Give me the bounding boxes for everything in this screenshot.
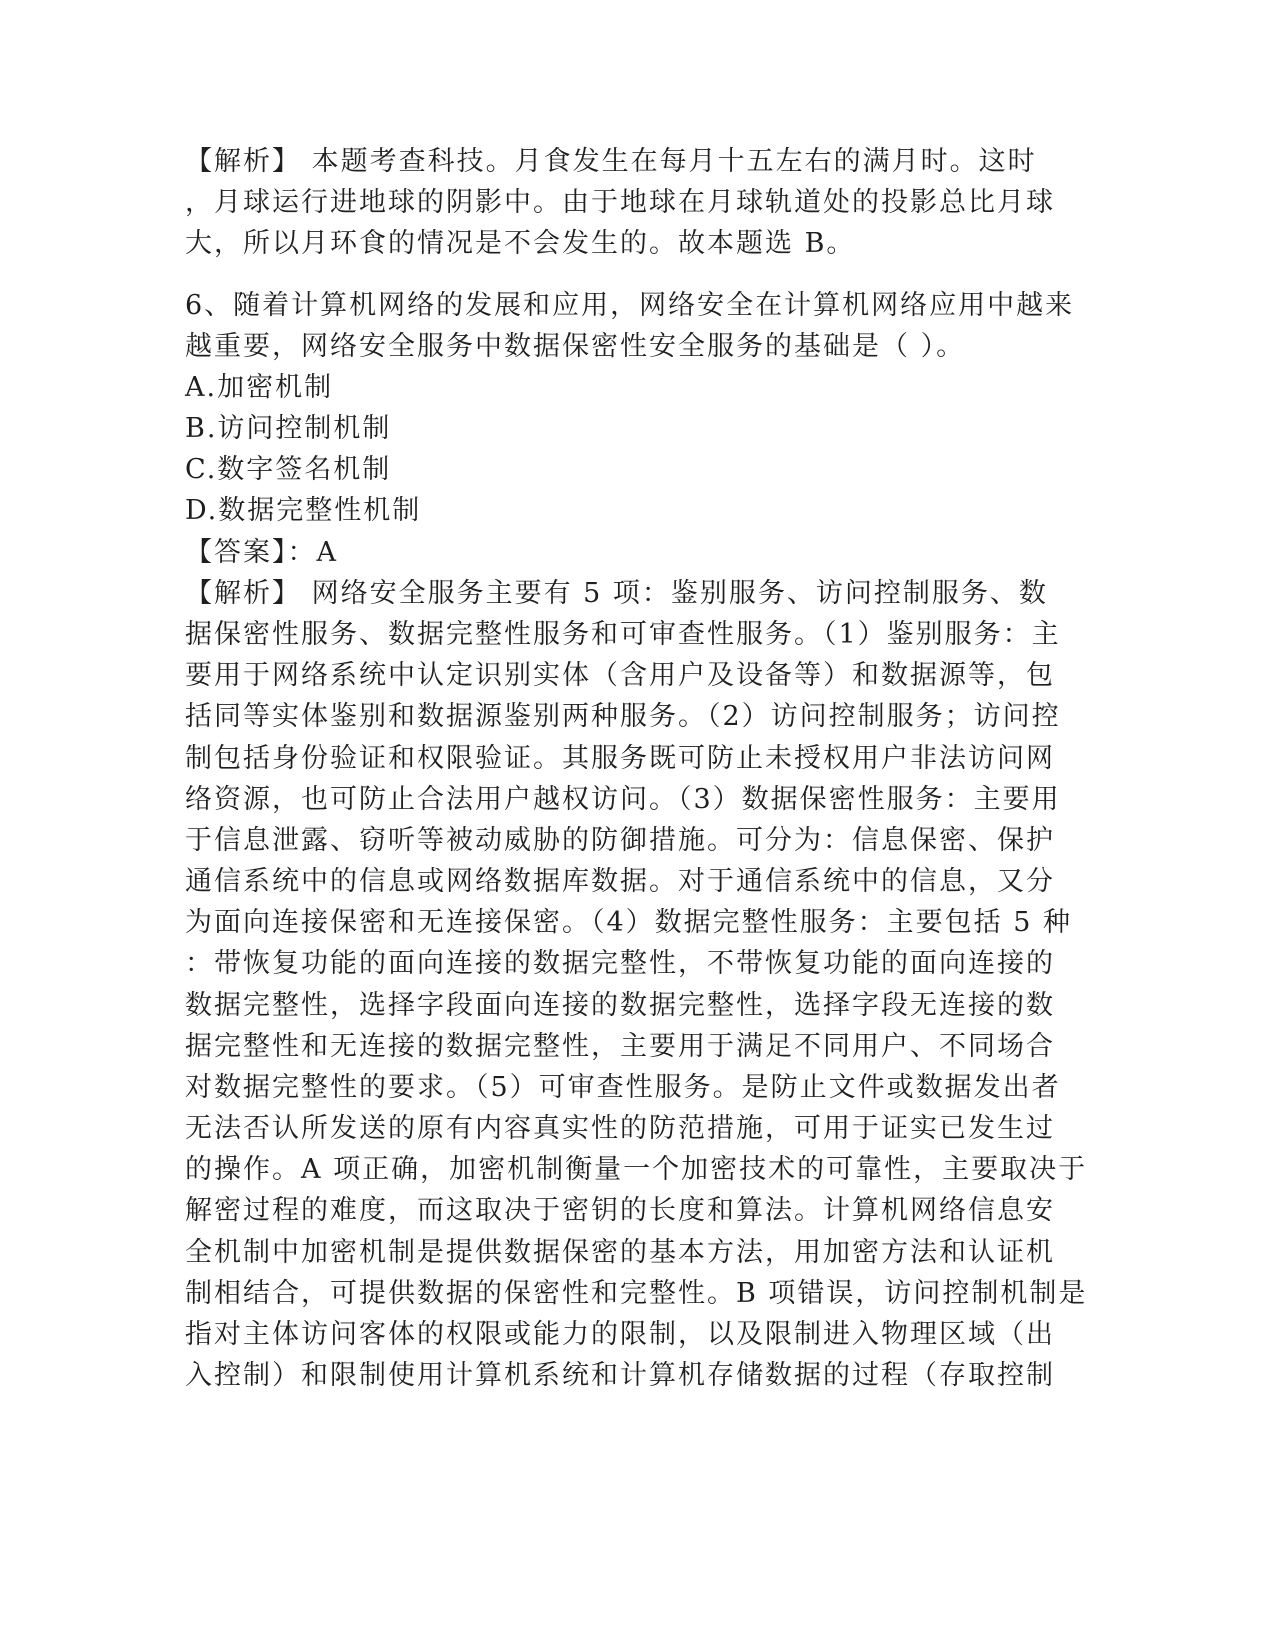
explanation-line-20: 入控制）和限制使用计算机系统和计算机存储数据的过程（存取控制: [185, 1360, 1055, 1391]
explanation-line-13: 对数据完整性的要求。（5）可审查性服务。是防止文件或数据发出者: [185, 1072, 1061, 1103]
explanation-line-5: 制包括身份验证和权限验证。其服务既可防止未授权用户非法访问网: [185, 743, 1055, 774]
option-b: B.访问控制机制: [185, 413, 392, 444]
prev-explanation-line-1: 【解析】 本题考查科技。月食发生在每月十五左右的满月时。这时: [185, 146, 1037, 177]
explanation-line-10: ：带恢复功能的面向连接的数据完整性，不带恢复功能的面向连接的: [185, 948, 1055, 979]
explanation-line-19: 指对主体访问客体的权限或能力的限制，以及限制进入物理区域（出: [185, 1319, 1055, 1350]
option-d: D.数据完整性机制: [185, 495, 422, 526]
explanation-line-6: 络资源，也可防止合法用户越权访问。（3）数据保密性服务：主要用: [185, 784, 1061, 815]
prev-explanation-line-3: 大，所以月环食的情况是不会发生的。故本题选 B。: [185, 228, 856, 259]
explanation-line-2: 据保密性服务、数据完整性服务和可审查性服务。（1）鉴别服务：主: [185, 619, 1061, 650]
explanation-line-1: 【解析】 网络安全服务主要有 5 项：鉴别服务、访问控制服务、数: [185, 578, 1048, 609]
explanation-line-16: 解密过程的难度，而这取决于密钥的长度和算法。计算机网络信息安: [185, 1195, 1055, 1226]
explanation-line-17: 全机制中加密机制是提供数据保密的基本方法，用加密方法和认证机: [185, 1237, 1055, 1268]
question-stem-line-2: 越重要，网络安全服务中数据保密性安全服务的基础是（ ）。: [185, 331, 966, 362]
option-c: C.数字签名机制: [185, 454, 392, 485]
explanation-line-12: 据完整性和无连接的数据完整性，主要用于满足不同用户、不同场合: [185, 1031, 1055, 1062]
question-stem-line-1: 6、随着计算机网络的发展和应用，网络安全在计算机网络应用中越来: [185, 290, 1075, 321]
explanation-line-18: 制相结合，可提供数据的保密性和完整性。B 项错误，访问控制机制是: [185, 1278, 1088, 1309]
explanation-line-9: 为面向连接保密和无连接保密。（4）数据完整性服务：主要包括 5 种: [185, 907, 1073, 938]
option-a: A.加密机制: [185, 372, 334, 403]
explanation-line-7: 于信息泄露、窃听等被动威胁的防御措施。可分为：信息保密、保护: [185, 825, 1055, 856]
explanation-line-8: 通信系统中的信息或网络数据库数据。对于通信系统中的信息，又分: [185, 866, 1055, 897]
explanation-line-11: 数据完整性，选择字段面向连接的数据完整性，选择字段无连接的数: [185, 990, 1055, 1021]
explanation-line-4: 括同等实体鉴别和数据源鉴别两种服务。（2）访问控制服务；访问控: [185, 701, 1061, 732]
answer: 【答案】：A: [185, 537, 338, 568]
explanation-line-15: 的操作。A 项正确，加密机制衡量一个加密技术的可靠性，主要取决于: [185, 1154, 1088, 1185]
explanation-line-14: 无法否认所发送的原有内容真实性的防范措施，可用于证实已发生过: [185, 1113, 1055, 1144]
prev-explanation-line-2: ，月球运行进地球的阴影中。由于地球在月球轨道处的投影总比月球: [185, 187, 1055, 218]
explanation-line-3: 要用于网络系统中认定识别实体（含用户及设备等）和数据源等，包: [185, 660, 1055, 691]
